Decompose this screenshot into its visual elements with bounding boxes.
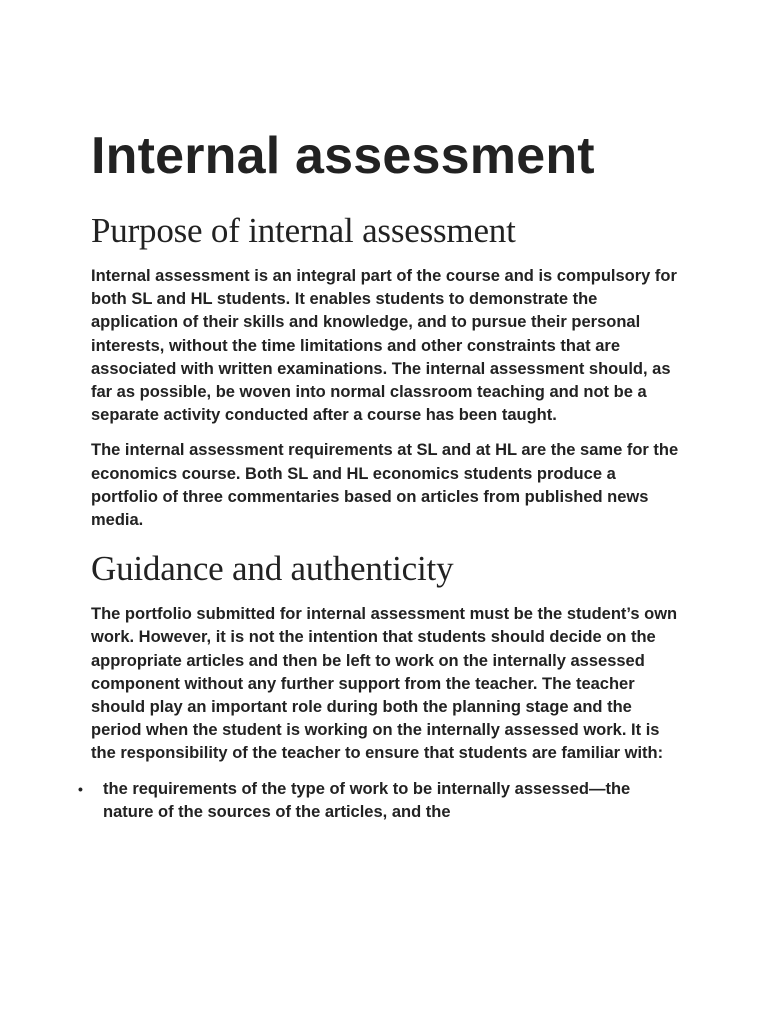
- document-page: [78, 127, 681, 824]
- paragraph: The internal assessment requirements at SL and at HL are the same for the economics course. Both SL and HL economics students produce a portfolio of three commentaries based on articles from published news media.: [91, 441, 679, 530]
- section-heading-guidance: Guidance and authenticity: [91, 549, 454, 589]
- bullet-list: [78, 778, 681, 824]
- bullet-marker: •: [78, 780, 83, 797]
- list-item-text: the requirements of the type of work to be internally assessed—the nature of the sources of the articles, and the: [103, 779, 631, 821]
- paragraph: The portfolio submitted for internal assessment must be the student’s own work. However, it is not the intention that students should decide on the appropriate articles and then be left to work on the internally assessed component without any further support from the teacher. The teacher should play an important role during both the planning stage and the period when the student is working on the internally assessed work. It is the responsibility of the teacher to ensure that students are familiar with:: [91, 605, 678, 763]
- paragraph: Internal assessment is an integral part of the course and is compulsory for both SL and HL students. It enables students to demonstrate the application of their skills and knowledge, and to pursue their personal interests, without the time limitations and other constraints that are associated with written examinations. The internal assessment should, as far as possible, be woven into normal classroom teaching and not be a separate activity conducted after a course has been taught.: [91, 267, 677, 425]
- page-title: Internal assessment: [91, 127, 595, 185]
- section-heading-purpose: Purpose of internal assessment: [91, 211, 516, 250]
- list-item: [78, 778, 681, 824]
